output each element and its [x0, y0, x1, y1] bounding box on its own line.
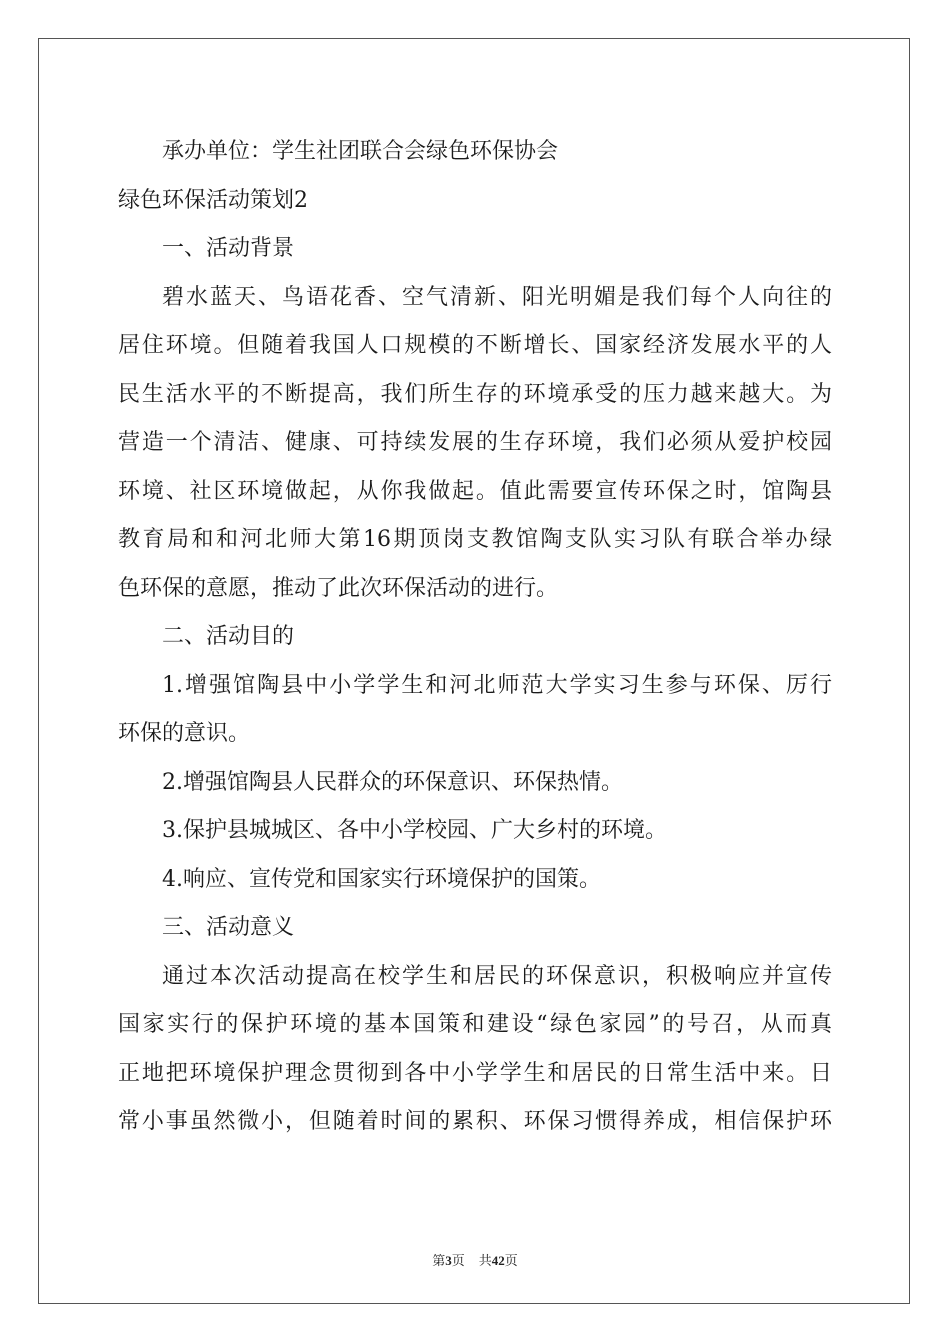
paragraph-line: 教育局和和河北师大第16期顶岗支教馆陶支队实习队有联合举办绿: [118, 527, 832, 552]
subheading-background: 一、活动背景: [162, 236, 295, 261]
total-pages: 42: [491, 1253, 505, 1268]
paragraph-line: 色环保的意愿，推动了此次环保活动的进行。: [118, 575, 559, 601]
list-item-line: 4.响应、宣传党和国家实行环境保护的国策。: [162, 866, 601, 892]
paragraph-line: 环境、社区环境做起，从你我做起。值此需要宣传环保之时，馆陶县: [118, 478, 832, 504]
total-suffix: 页: [504, 1253, 518, 1268]
total-prefix: 共: [478, 1253, 492, 1268]
paragraph-line: 民生活水平的不断提高，我们所生存的环境承受的压力越来越大。为: [118, 381, 832, 407]
page-suffix: 页: [451, 1253, 465, 1268]
list-item-line: 1.增强馆陶县中小学学生和河北师范大学实习生参与环保、厉行: [162, 672, 832, 698]
page-prefix: 第: [432, 1253, 446, 1268]
paragraph-line: 碧水蓝天、鸟语花香、空气清新、阳光明媚是我们每个人向往的: [162, 284, 832, 310]
list-item-line: 2.增强馆陶县人民群众的环保意识、环保热情。: [162, 769, 623, 795]
paragraph-line: 正地把环境保护理念贯彻到各中小学学生和居民的日常生活中来。日: [118, 1060, 832, 1086]
subheading-purpose: 二、活动目的: [162, 624, 295, 649]
paragraph-line: 国家实行的保护环境的基本国策和建设“绿色家园”的号召，从而真: [118, 1012, 832, 1037]
subheading-significance: 三、活动意义: [162, 915, 295, 940]
page-number: 3: [445, 1253, 452, 1268]
paragraph-line: 通过本次活动提高在校学生和居民的环保意识，积极响应并宣传: [162, 963, 832, 989]
organizer-line: 承办单位：学生社团联合会绿色环保协会: [162, 139, 559, 164]
paragraph-line: 营造一个清洁、健康、可持续发展的生存环境，我们必须从爱护校园: [118, 430, 832, 455]
list-item-line: 环保的意识。: [118, 721, 251, 746]
page-footer: [0, 1250, 950, 1269]
paragraph-line: 居住环境。但随着我国人口规模的不断增长、国家经济发展水平的人: [118, 333, 832, 358]
list-item-line: 3.保护县城城区、各中小学校园、广大乡村的环境。: [162, 818, 667, 843]
paragraph-line: 常小事虽然微小，但随着时间的累积、环保习惯得养成，相信保护环: [118, 1109, 832, 1134]
section-heading: 绿色环保活动策划2: [118, 187, 308, 213]
document-body: [118, 128, 832, 1147]
